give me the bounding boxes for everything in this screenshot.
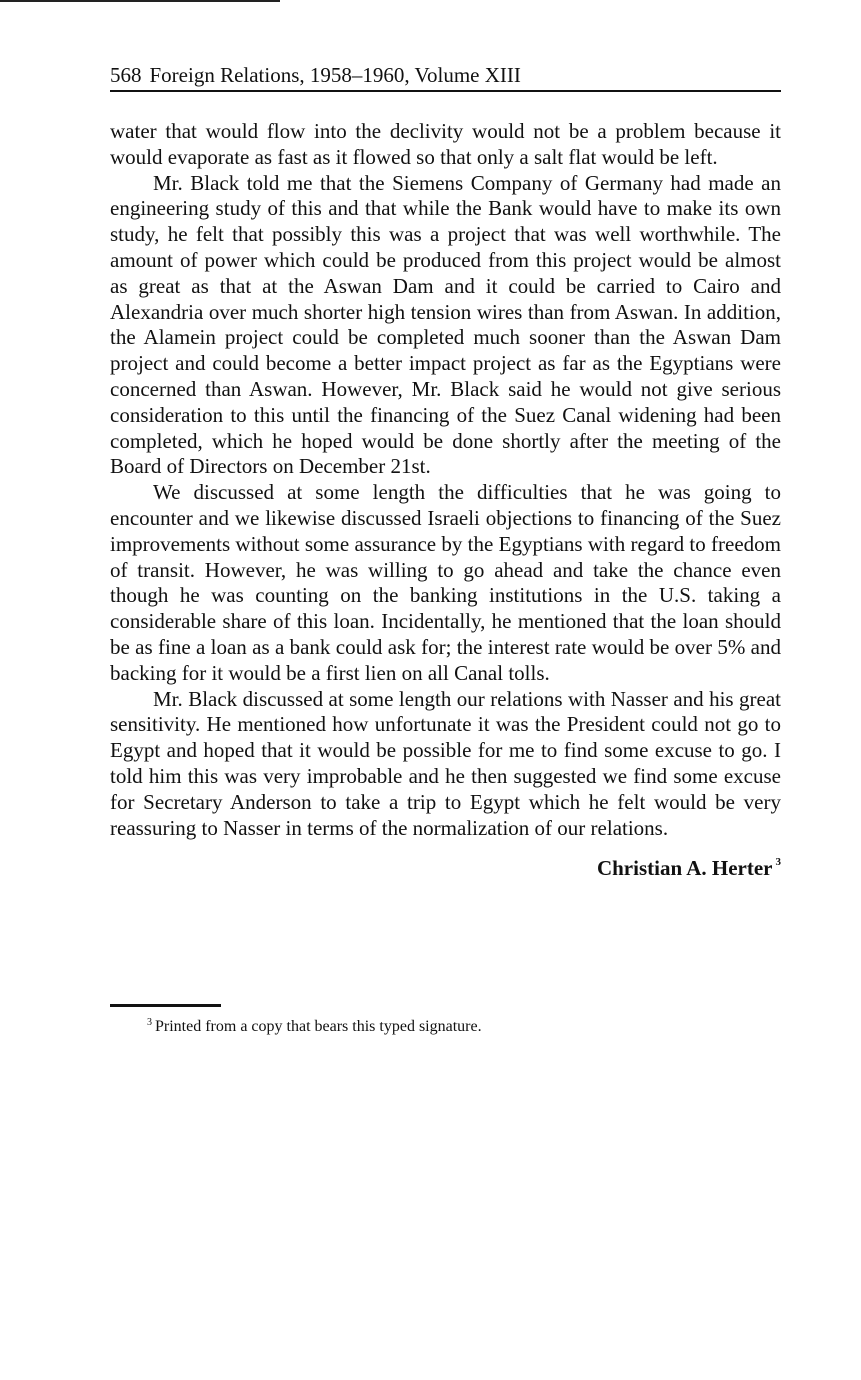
body-text bbox=[110, 119, 781, 881]
running-head bbox=[110, 62, 781, 92]
footnote-divider bbox=[110, 1004, 221, 1007]
page-number: 568 bbox=[110, 63, 142, 87]
paragraph: We discussed at some length the difficulties that he was going to encounter and we likewise discussed Israeli objections to financing of the Suez improvements without some assurance by the Egyptians with regard to freedom of transit. However, he was willing to go ahead and take the chance even though he was counting on the banking institutions in the U.S. taking a considerable share of this loan. Incidentally, he mentioned that the loan should be as fine a loan as a bank could ask for; the interest rate would be over 5% and backing for it would be a first lien on all Canal tolls. bbox=[110, 480, 781, 685]
volume-title: Foreign Relations, 1958–1960, Volume XIII bbox=[149, 63, 521, 87]
paragraph: Mr. Black told me that the Siemens Company of Germany had made an engineering study of this and that while the Bank would have to make its own study, he felt that possibly this was a project that was well worthwhile. The amount of power which could be produced from this project would be almost as great as that at the Aswan Dam and it could be carried to Cairo and Alexandria over much shorter high tension wires than from Aswan. In addition, the Alamein project could be completed much sooner than the Aswan Dam project and could become a better impact project as far as the Egyptians were concerned than Aswan. However, Mr. Black said he would not give serious consideration to this until the financing of the Suez Canal widening had been completed, which he hoped would be done shortly after the meeting of the Board of Directors on December 21st. bbox=[110, 170, 781, 479]
footnote bbox=[147, 1012, 482, 1038]
scan-edge-rule bbox=[0, 0, 280, 2]
signature-name: Christian A. Herter bbox=[596, 856, 773, 881]
footnote-text: Printed from a copy that bears this typed signature. bbox=[155, 1018, 482, 1035]
footnote-reference[interactable]: 3 bbox=[775, 856, 781, 869]
footnote-mark: 3 bbox=[147, 1017, 152, 1028]
paragraph: Mr. Black discussed at some length our relations with Nasser and his great sensitivity. He mentioned how unfortunate it was the President could not go to Egypt and hoped that it would be possible for me to find some excuse to go. I told him this was very improbable and he then suggested we find some excuse for Secretary Anderson to take a trip to Egypt which he felt would be very reassuring to Nasser in terms of the normalization of our relations. bbox=[110, 686, 781, 840]
signature bbox=[110, 849, 781, 881]
paragraph-continued: water that would flow into the declivity would not be a problem because it would evaporate as fast as it flowed so that only a salt flat would be left. bbox=[110, 119, 781, 169]
